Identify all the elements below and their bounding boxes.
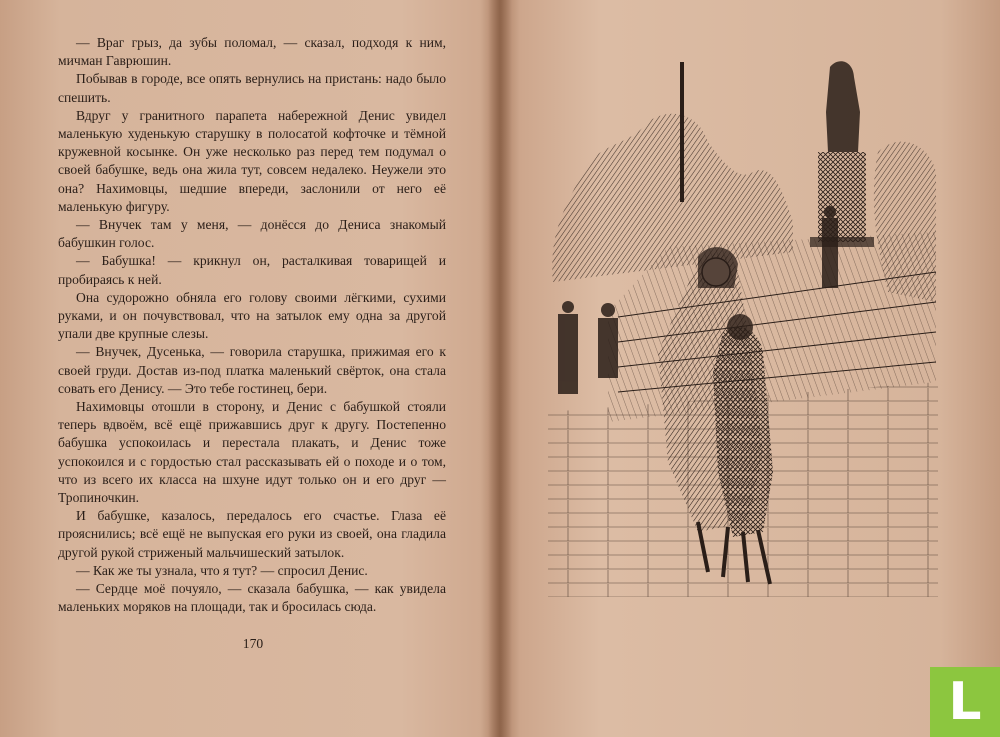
left-page-text: [58, 34, 446, 654]
watermark-letter: L: [948, 672, 982, 732]
paragraph: — Сердце моё почуяло, — сказала бабушка, — как увидела маленьких моряков на площади, так и бросилась сюда.: [58, 581, 446, 615]
paragraph: — Враг грыз, да зубы поломал, — сказал, подходя к ним, мичман Гаврюшин.: [58, 35, 446, 69]
paragraph: Нахимовцы отошли в сторону, и Денис с бабушкой стояли теперь вдвоём, всё ещё прижавшись друг к другу. Постепенно бабушка успокоилась и перестала плакать, и Денис тоже успокоился и с гордостью стал рассказывать ей о походе и о том, что из всего их класса на шхуне идут только он и его друг — Тропиночкин.: [58, 399, 446, 506]
book-gutter: [488, 0, 512, 737]
page-number: 170: [242, 636, 264, 651]
paragraph: Она судорожно обняла его голову своими лёгкими, сухими руками, и он почувствовал, что на затылок ему одна за другой упали две крупные слезы.: [58, 289, 446, 342]
paragraph: — Как же ты узнала, что я тут? — спросил Денис.: [76, 562, 368, 578]
paragraph: Вдруг у гранитного парапета набережной Денис увидел маленькую худенькую старушку в полосатой кофточке и тёмной кружевной косынке. Он уже несколько раз перед тем подумал о своей бабушке, ведь она жила тут, совсем недалеко. Неужели это она? Нахимовцы, шедшие впереди, заслонили от него её маленькую фигуру.: [58, 107, 446, 214]
paragraph: — Внучек, Дусенька, — говорила старушка, прижимая его к своей груди. Достав из-под платка маленький свёрток, она стала совать его Денису. — Это тебе гостинец, бери.: [58, 344, 446, 396]
paragraph: — Внучек там у меня, — донёсся до Дениса знакомый бабушкин голос.: [58, 217, 446, 251]
illustration: [548, 52, 938, 597]
paragraph: И бабушке, казалось, передалось его счастье. Глаза её прояснились; всё ещё не выпуская его руки из своей, она гладила другой рукой стриженый мальчишеский затылок.: [58, 508, 446, 560]
watermark-logo: [930, 667, 1000, 737]
paragraph: Побывав в городе, все опять вернулись на пристань: надо было спешить.: [58, 71, 446, 105]
paragraph: — Бабушка! — крикнул он, расталкивая товарищей и пробираясь к ней.: [58, 253, 446, 287]
